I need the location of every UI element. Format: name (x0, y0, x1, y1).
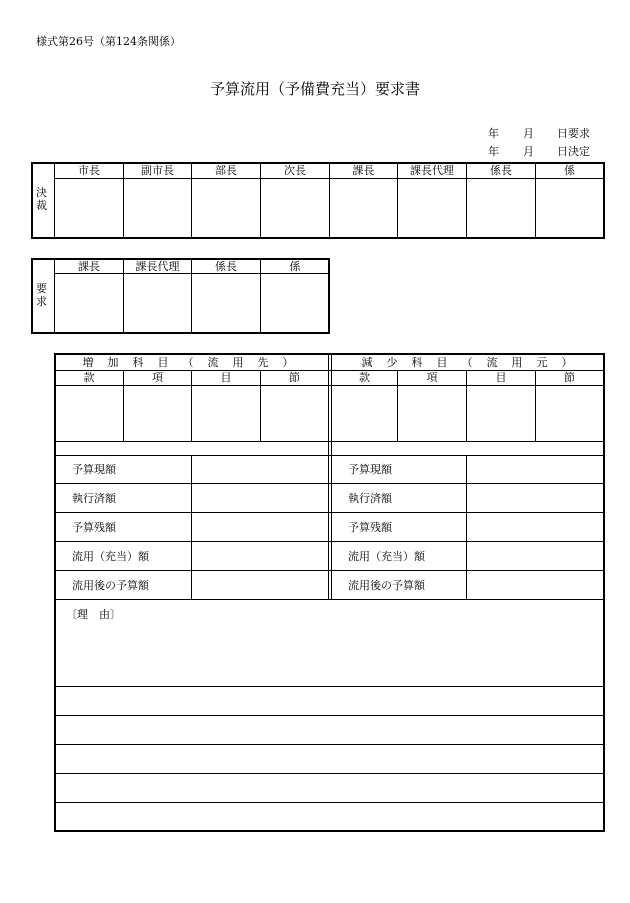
amount-label: 予算現額 (348, 463, 392, 476)
decision-day-label: 日決定 (557, 145, 590, 158)
month-label: 月 (523, 127, 534, 140)
amount-label: 予算残額 (72, 521, 116, 534)
amount-label: 予算残額 (348, 521, 392, 534)
approval-header: 部長 (215, 164, 237, 177)
page-title: 予算流用（予備費充当）要求書 (209, 80, 420, 98)
approval-header: 課長代理 (410, 164, 454, 177)
request-header: 係長 (215, 260, 237, 273)
amount-label: 予算現額 (72, 463, 116, 476)
year-label: 年 (488, 127, 499, 140)
sub-header: 節 (564, 371, 575, 384)
amount-label: 執行済額 (348, 492, 392, 505)
request-side-label: 要求 (36, 282, 47, 308)
month-label: 月 (523, 145, 534, 158)
approval-header: 副市長 (141, 164, 174, 177)
request-header: 課長 (78, 260, 100, 273)
approval-side-label: 決裁 (36, 186, 47, 212)
sub-header: 款 (83, 371, 95, 384)
sub-header: 目 (220, 371, 232, 384)
reason-label: 〔理 由〕 (66, 608, 121, 621)
amount-label: 流用（充当）額 (348, 550, 425, 563)
approval-header: 次長 (284, 164, 306, 177)
amount-label: 流用後の予算額 (72, 579, 149, 592)
approval-header: 市長 (78, 164, 100, 177)
increase-title: 増加科目（流用先） (82, 356, 308, 369)
sub-header: 目 (495, 371, 507, 384)
approval-header: 係長 (490, 164, 512, 177)
sub-header: 項 (152, 371, 163, 384)
transfer-frame (54, 353, 605, 832)
sub-header: 節 (289, 371, 300, 384)
year-label: 年 (488, 145, 499, 158)
amount-label: 流用（充当）額 (72, 550, 149, 563)
request-day-label: 日要求 (557, 127, 590, 140)
approval-header: 係 (564, 164, 575, 177)
form-number: 様式第26号（第124条関係） (36, 35, 181, 48)
approval-header: 課長 (352, 164, 375, 177)
sub-header: 項 (426, 371, 438, 384)
request-header: 課長代理 (135, 260, 180, 273)
sub-header: 款 (359, 371, 370, 384)
request-header: 係 (289, 260, 301, 273)
decrease-title: 減少科目（流用元） (361, 356, 587, 369)
amount-label: 執行済額 (72, 492, 116, 505)
amount-label: 流用後の予算額 (348, 579, 425, 592)
